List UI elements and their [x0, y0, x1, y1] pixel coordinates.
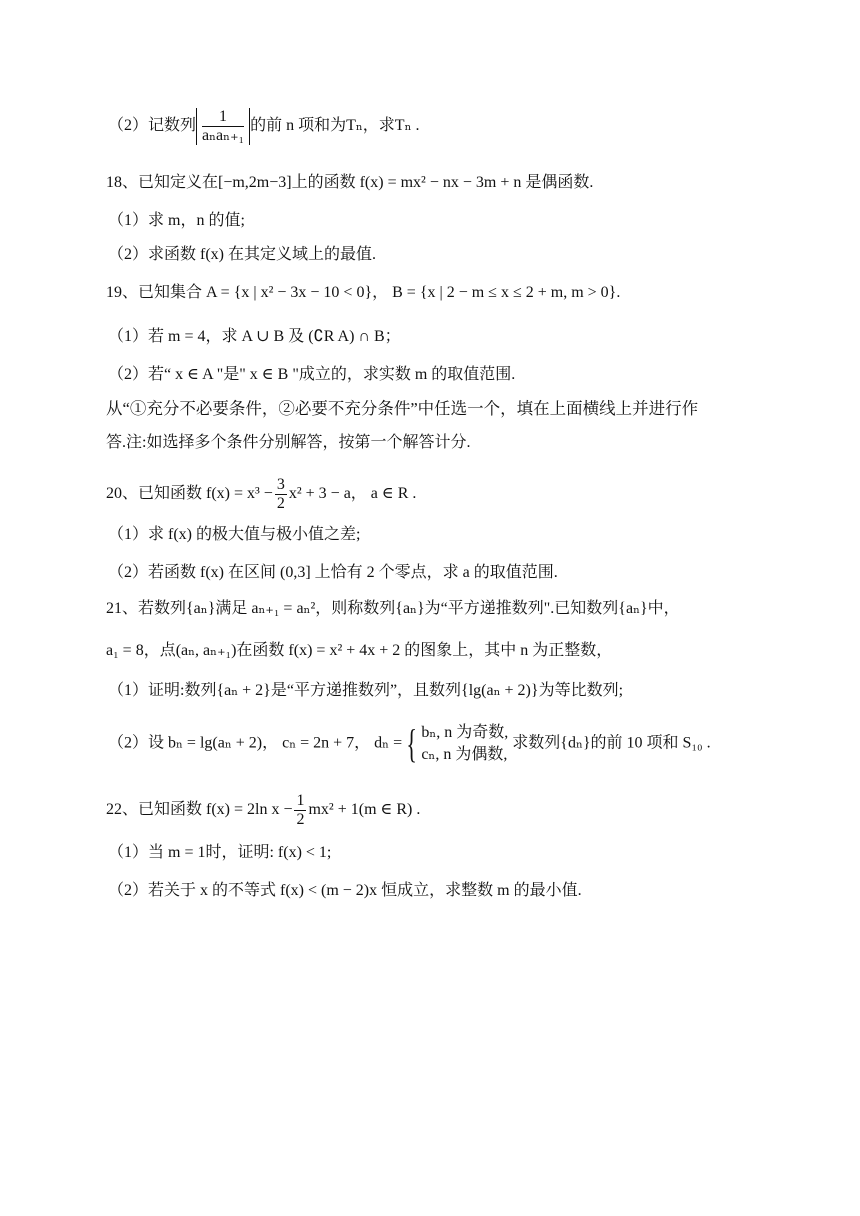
fraction-numerator: 1 [202, 108, 244, 127]
fraction-denominator: aₙaₙ₊₁ [202, 127, 245, 144]
fraction [202, 108, 244, 145]
fraction-numerator: 3 [276, 476, 285, 493]
q19-part2: （2）若“ x ∈ A "是" x ∈ B "成立的，求实数 m 的取值范围. [108, 366, 516, 383]
left-brace: { [406, 721, 418, 766]
q19-note-line2: 答.注:如选择多个条件分别解答，按第一个解答计分. [106, 434, 471, 451]
q17-part2-prefix: （2）记数列 [108, 117, 197, 135]
q20-stem-a: 20、已知函数 f(x) = x³ − [106, 485, 273, 503]
fraction-numerator: 1 [296, 792, 305, 809]
q19-note-line1: 从“①充分不必要条件，②必要不充分条件”中任选一个，填在上面横线上并进行作 [106, 399, 699, 418]
q22-stem-b: mx² + 1(m ∈ R) . [308, 801, 421, 819]
q21-part2-b: 求数列{dₙ}的前 10 项和 S₁₀ . [512, 734, 711, 752]
q22-stem [106, 792, 760, 829]
q19-part1: （1）若 m = 4，求 A ∪ B 及 (∁R A) ∩ B； [108, 328, 401, 345]
q18-part1: （1）求 m，n 的值; [108, 212, 245, 229]
q19-stem: 19、已知集合 A = {x | x² − 3x − 10 < 0}， B = {x | 2 − m ≤ x ≤ 2 + m, m > 0}. [106, 284, 621, 301]
q17-part2-suffix: 的前 n 项和为Tₙ，求Tₙ . [250, 117, 420, 135]
q21-stem-line1: 21、若数列{aₙ}满足 aₙ₊₁ = aₙ²，则称数列{aₙ}为“平方递推数列".已知数列{aₙ}中， [106, 600, 680, 617]
fraction-denominator: 2 [276, 495, 285, 512]
case-odd: bₙ, n 为奇数, [421, 724, 509, 741]
q20-stem-b: x² + 3 − a， a ∈ R . [288, 485, 417, 503]
abs-brace [196, 108, 250, 145]
fraction-denominator: 2 [296, 811, 305, 828]
q20-part1: （1）求 f(x) 的极大值与极小值之差; [108, 526, 361, 543]
fraction [275, 476, 287, 513]
q21-part1: （1）证明:数列{aₙ + 2}是“平方递推数列”，且数列{lg(aₙ + 2)}为等比数列; [108, 682, 624, 699]
case-even: cₙ, n 为偶数, [421, 746, 508, 763]
q22-stem-a: 22、已知函数 f(x) = 2ln x − [106, 801, 293, 819]
q21-part2 [108, 722, 760, 766]
q20-part2: （2）若函数 f(x) 在区间 (0,3] 上恰有 2 个零点，求 a 的取值范围. [108, 564, 558, 581]
q21-stem-line2: a₁ = 8，点(aₙ, aₙ₊₁)在函数 f(x) = x² + 4x + 2 的图象上，其中 n 为正整数， [106, 642, 613, 659]
q22-part1: （1）当 m = 1时，证明: f(x) < 1; [108, 844, 332, 861]
q17-part2 [108, 108, 760, 145]
q21-part2-a: （2）设 bₙ = lg(aₙ + 2)， cₙ = 2n + 7， dₙ = [108, 734, 403, 752]
q18-part2: （2）求函数 f(x) 在其定义域上的最值. [108, 246, 376, 263]
piecewise-cases [421, 722, 508, 766]
fraction [294, 792, 306, 829]
q18-stem: 18、已知定义在[−m,2m−3]上的函数 f(x) = mx² − nx − 3m + n 是偶函数. [106, 174, 594, 191]
q20-stem [106, 476, 760, 513]
q22-part2: （2）若关于 x 的不等式 f(x) < (m − 2)x 恒成立，求整数 m 的最小值. [108, 882, 582, 899]
